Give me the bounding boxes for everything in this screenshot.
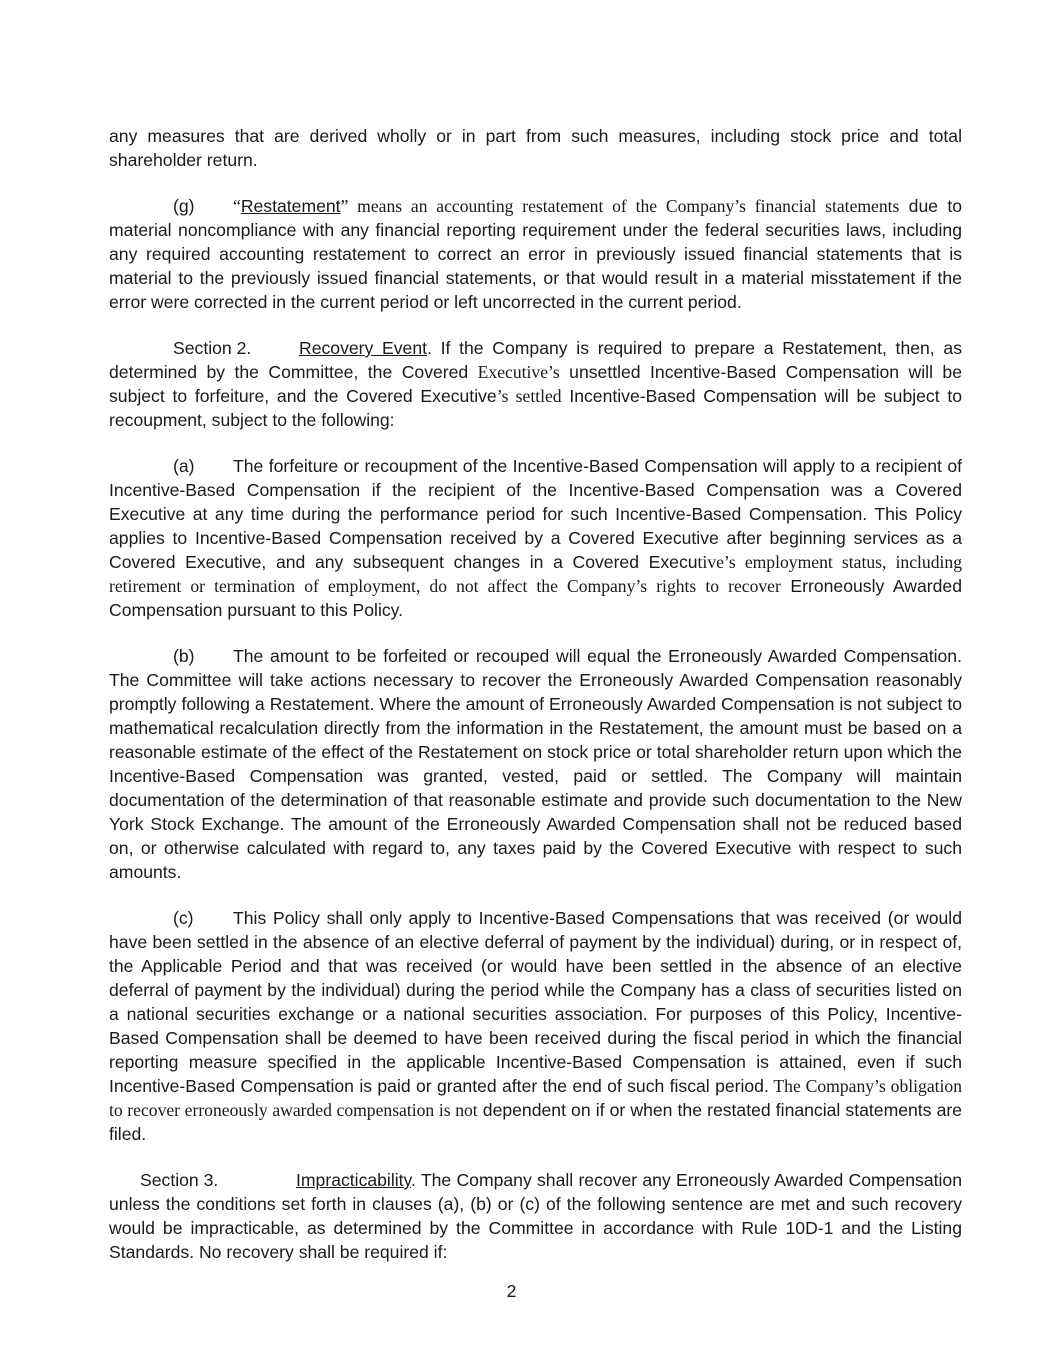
restatement-definition-serif: means an accounting restatement of the Company’s financial statements: [348, 196, 900, 216]
section-2-label: Section 2.: [173, 338, 252, 358]
intro-text: any measures that are derived wholly or in part from such measures, including stock price and total shareholder return.: [109, 126, 962, 170]
paragraph-a: [109, 454, 962, 622]
section-2-text-1: . If the Company is required to prepare a Restatement, then, as determined by the Committee, the Covered: [109, 338, 962, 382]
open-quote: “: [233, 196, 241, 216]
section-2-serif-1: Executive’s: [477, 362, 560, 382]
section-3-impracticability: [109, 1168, 962, 1264]
clause-a-text-1: The forfeiture or recoupment of the Incentive-Based Compensation will apply to a recipient of Incentive-Based Compensation if the recipient of the Incentive-Based Compensation was a Covered Executive at any time during the performance period for such Incentive-Based Compensation. This Policy applies to Incentive-Based Compensation received by a Covered Executive after beginning services as a Covered Executive, and any subsequent changes in a Covered Execu: [109, 456, 962, 572]
section-3-label: Section 3.: [140, 1170, 219, 1190]
restatement-definition-text: due to material noncompliance with any financial reporting requirement under the federal securities laws, including any required accounting restatement to correct an error in previously issued financial statements that is material to the previously issued financial statements, or that would result in a material misstatement if the error were corrected in the current period or left uncorrected in the current period.: [109, 196, 962, 312]
clause-label-b: (b): [173, 646, 195, 666]
paragraph-intro: [109, 124, 962, 172]
section-2-recovery-event: [109, 336, 962, 432]
section-2-text-2: unsettled Incentive-Based Compensation will be subject to forfeiture, and the Covered Executive: [109, 362, 962, 406]
paragraph-c: [109, 906, 962, 1146]
section-2-serif-2: ’s settled: [496, 386, 562, 406]
document-page: [109, 124, 962, 1286]
clause-c-text-1: This Policy shall only apply to Incentive-Based Compensations that was received (or would have been settled in the absence of an elective deferral of payment by the individual) during, or in respect of, the Applicable Period and that was received (or would have been settled in the absence of an elective deferral of payment by the individual) during the period while the Company has a class of securities listed on a national securities exchange or a national securities association. For purposes of this Policy, Incentive-Based Compensation shall be deemed to have been received during the fiscal period in which the financial reporting measure specified in the applicable Incentive-Based Compensation is attained, even if such Incentive-Based Compensation is paid or granted after the end of such fiscal period.: [109, 908, 962, 1096]
clause-a-serif-1: tive’s employment status, including retirement or termination of employment, do not affect the Company’s rights to recover: [109, 552, 963, 596]
clause-label-g: (g): [173, 196, 195, 216]
clause-a-text-2: Erroneously Awarded Compensation pursuant to this Policy.: [109, 576, 962, 620]
clause-b-text: The amount to be forfeited or recouped will equal the Erroneously Awarded Compensation. The Committee will take actions necessary to recover the Erroneously Awarded Compensation reasonably promptly following a Restatement. Where the amount of Erroneously Awarded Compensation is not subject to mathematical recalculation directly from the information in the Restatement, the amount must be based on a reasonable estimate of the effect of the Restatement on stock price or total shareholder return upon which the Incentive-Based Compensation was granted, vested, paid or settled. The Company will maintain documentation of the determination of that reasonable estimate and provide such documentation to the New York Stock Exchange. The amount of the Erroneously Awarded Compensation shall not be reduced based on, or otherwise calculated with regard to, any taxes paid by the Covered Executive with respect to such amounts.: [109, 646, 962, 882]
clause-label-a: (a): [173, 456, 195, 476]
section-3-heading: Impracticability: [296, 1170, 412, 1190]
clause-c-serif-1: The Company’s obligation to recover erroneously awarded compensation is not: [109, 1076, 962, 1120]
defined-term-restatement: Restatement: [240, 196, 341, 216]
close-quote: ”: [340, 196, 349, 216]
clause-c-text-2: dependent on if or when the restated financial statements are filed.: [109, 1100, 963, 1144]
section-3-text: . The Company shall recover any Erroneously Awarded Compensation unless the conditions set forth in clauses (a), (b) or (c) of the following sentence are met and such recovery would be impracticable, as determined by the Committee in accordance with Rule 10D-1 and the Listing Standards. No recovery shall be required if:: [109, 1170, 962, 1262]
clause-label-c: (c): [173, 908, 194, 928]
paragraph-g-restatement: [109, 194, 962, 314]
section-2-text-3: Incentive-Based Compensation will be subject to recoupment, subject to the following:: [109, 386, 963, 430]
page-number: 2: [506, 1281, 517, 1301]
paragraph-b: [109, 644, 962, 884]
section-2-heading: Recovery Event: [299, 338, 428, 358]
